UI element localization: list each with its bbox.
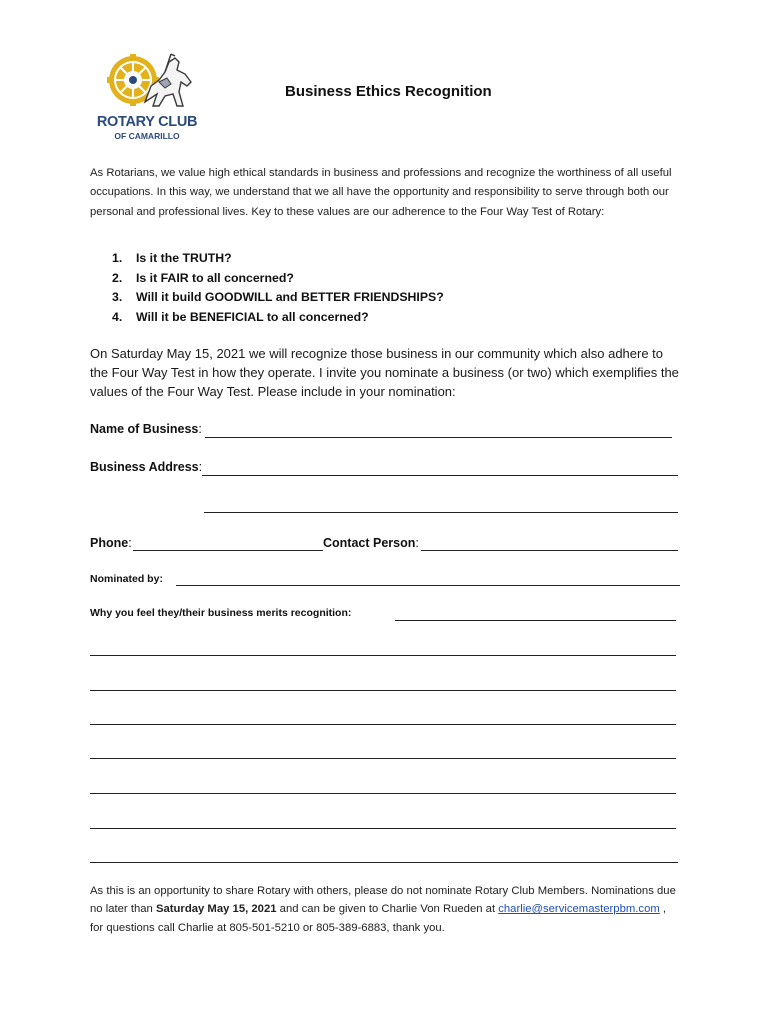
- test-item-number: 1.: [112, 251, 123, 265]
- contact-person-input-line[interactable]: [421, 550, 678, 551]
- answer-line[interactable]: [90, 724, 676, 725]
- page-title: Business Ethics Recognition: [285, 83, 492, 100]
- name-of-business-field: [90, 422, 202, 436]
- name-of-business-input-line[interactable]: [205, 437, 672, 438]
- label-colon: :: [198, 422, 202, 436]
- footer-line-1: As this is an opportunity to share Rotary with others, please do not nominate Rotary Club Members.: [90, 885, 588, 897]
- nominated-by-input-line[interactable]: [176, 585, 680, 586]
- answer-line[interactable]: [90, 758, 676, 759]
- test-item-text: Is it FAIR to all concerned?: [136, 270, 294, 285]
- knight-on-horse-icon: [135, 52, 195, 110]
- rotary-club-logo: [95, 50, 205, 145]
- name-of-business-label: Name of Business: [90, 422, 199, 436]
- answer-line[interactable]: [90, 690, 676, 691]
- four-way-test-list: [112, 249, 444, 327]
- test-item-number: 3.: [112, 290, 123, 304]
- test-item-text: Will it build GOODWILL and BETTER FRIENDSHIPS?: [136, 290, 444, 304]
- why-merits-label: Why you feel they/their business merits recognition: [90, 607, 348, 619]
- footer-line-3: , for questions call Charlie at 805-501-5210 or 805-389-6883, thank you.: [90, 903, 667, 934]
- answer-line[interactable]: [90, 655, 676, 656]
- contact-person-field: [323, 536, 419, 550]
- contact-email-link[interactable]: charlie@servicemasterpbm.com: [498, 903, 660, 916]
- test-item-text: Is it the TRUTH?: [136, 251, 232, 265]
- footer-line-2-pre: Nominations due no later than: [90, 885, 676, 916]
- answer-line[interactable]: [90, 862, 678, 863]
- why-merits-input-line[interactable]: [395, 620, 676, 621]
- test-item: [112, 269, 444, 289]
- answer-line[interactable]: [90, 793, 676, 794]
- test-item: [112, 249, 444, 269]
- label-colon: :: [128, 536, 132, 550]
- intro-paragraph: As Rotarians, we value high ethical standards in business and professions and recognize the worthiness of all useful occupations. In this way, we understand that we all have the opportunity and responsibility to serve through both our personal and professional lives. Key to these values are our adherence to the Four Way Test of Rotary:: [90, 167, 672, 218]
- club-location-text: OF CAMARILLO: [114, 131, 180, 141]
- phone-label: Phone: [90, 536, 129, 550]
- business-address-label: Business Address: [90, 460, 199, 474]
- test-item-number: 2.: [112, 270, 123, 285]
- why-merits-field: [90, 607, 351, 619]
- label-colon: :: [347, 607, 352, 619]
- label-colon: :: [159, 573, 163, 585]
- footer-note: [90, 882, 680, 937]
- footer-line-2-post: and can be given to Charlie Von Rueden at: [276, 903, 496, 916]
- nominated-by-label: Nominated by: [90, 573, 160, 585]
- nominated-by-field: [90, 573, 163, 585]
- test-item-number: 4.: [112, 309, 123, 324]
- phone-input-line[interactable]: [133, 550, 323, 551]
- answer-line[interactable]: [90, 828, 676, 829]
- phone-field: [90, 536, 132, 550]
- test-item: [112, 288, 444, 308]
- test-item-text: Will it be BENEFICIAL to all concerned?: [136, 309, 369, 324]
- contact-person-label: Contact Person: [323, 536, 416, 550]
- test-item: [112, 308, 444, 328]
- label-colon: :: [198, 460, 203, 474]
- business-address-input-line-2[interactable]: [204, 512, 678, 513]
- business-address-field: [90, 460, 202, 474]
- footer-due-date: Saturday May 15, 2021: [155, 903, 277, 916]
- nomination-paragraph: On Saturday May 15, 2021 we will recognize those business in our community which also adhere to the Four Way Test in how they operate. I invite you nominate a business (or two) which exemplifies the values of the Four Way Test. Please include in your nomination:: [90, 346, 679, 399]
- club-name-text: ROTARY CLUB: [96, 114, 198, 130]
- label-colon: :: [415, 536, 419, 550]
- business-address-input-line[interactable]: [202, 475, 678, 476]
